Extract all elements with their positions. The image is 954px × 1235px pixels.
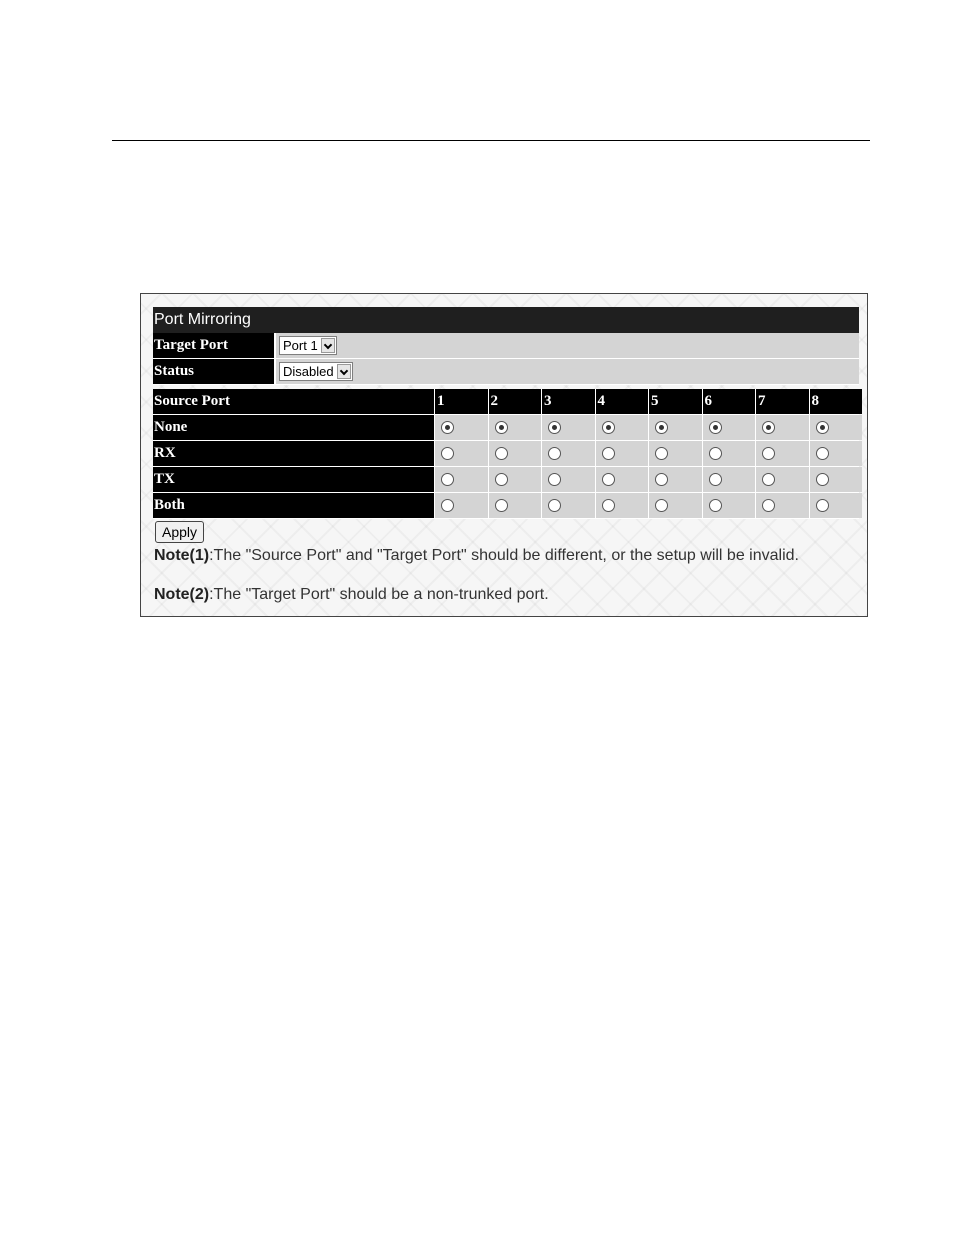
radio-none-port-5[interactable] [655,421,668,434]
radio-cell [541,441,595,466]
status-row [153,359,859,385]
chevron-down-icon[interactable] [337,364,351,379]
radio-cell [595,441,649,466]
radio-cell [434,415,488,440]
radio-cell [809,415,863,440]
note-2 [154,586,549,604]
target-port-select[interactable] [279,336,337,355]
radio-both-port-4[interactable] [602,499,615,512]
radio-cell [541,467,595,492]
radio-cell [648,415,702,440]
radio-none-port-6[interactable] [709,421,722,434]
mode-row-none [153,415,859,441]
port-header: 1 [434,389,488,414]
target-port-cell [274,333,859,358]
port-mirroring-form [153,307,859,603]
radio-cell [648,493,702,518]
mode-row-tx [153,467,859,493]
radio-none-port-1[interactable] [441,421,454,434]
port-header: 5 [648,389,702,414]
radio-cell [648,441,702,466]
radio-cell [434,467,488,492]
radio-rx-port-3[interactable] [548,447,561,460]
mode-row-both [153,493,859,519]
port-header: 3 [541,389,595,414]
radio-tx-port-2[interactable] [495,473,508,486]
radio-cell [595,467,649,492]
chevron-down-icon[interactable] [321,338,335,353]
radio-cell [541,493,595,518]
radio-tx-port-8[interactable] [816,473,829,486]
radio-none-port-8[interactable] [816,421,829,434]
radio-cell [595,415,649,440]
radio-none-port-4[interactable] [602,421,615,434]
port-header: 2 [488,389,542,414]
radio-tx-port-1[interactable] [441,473,454,486]
note-1 [154,547,799,565]
radio-rx-port-4[interactable] [602,447,615,460]
status-value: Disabled [283,364,334,379]
radio-cell [702,493,756,518]
radio-cell [702,467,756,492]
port-header: 8 [809,389,863,414]
radio-rx-port-5[interactable] [655,447,668,460]
radio-cell [809,467,863,492]
target-port-row [153,333,859,359]
radio-rx-port-2[interactable] [495,447,508,460]
radio-cell [755,415,809,440]
note-2-prefix: Note(2) [154,586,210,603]
status-select[interactable] [279,362,353,381]
radio-both-port-5[interactable] [655,499,668,512]
radio-cell [488,493,542,518]
radio-tx-port-3[interactable] [548,473,561,486]
radio-cell [809,441,863,466]
radio-both-port-3[interactable] [548,499,561,512]
radio-cell [488,467,542,492]
note-2-text: :The "Target Port" should be a non-trunked port. [209,586,549,603]
radio-rx-port-8[interactable] [816,447,829,460]
port-header: 7 [755,389,809,414]
target-port-label: Target Port [153,333,274,358]
port-header: 6 [702,389,756,414]
radio-cell [702,415,756,440]
radio-cell [434,493,488,518]
port-header: 4 [595,389,649,414]
radio-tx-port-6[interactable] [709,473,722,486]
mode-label: TX [153,467,434,492]
radio-cell [434,441,488,466]
note-1-prefix: Note(1) [154,547,210,564]
port-mirroring-panel [140,293,868,617]
radio-cell [755,493,809,518]
radio-rx-port-6[interactable] [709,447,722,460]
radio-both-port-6[interactable] [709,499,722,512]
radio-tx-port-5[interactable] [655,473,668,486]
source-port-label: Source Port [153,389,434,414]
radio-rx-port-1[interactable] [441,447,454,460]
mode-label: Both [153,493,434,518]
radio-none-port-7[interactable] [762,421,775,434]
radio-cell [488,441,542,466]
radio-cell [809,493,863,518]
panel-title: Port Mirroring [153,307,859,333]
target-port-value: Port 1 [283,338,318,353]
source-port-header-row [153,389,859,415]
radio-both-port-8[interactable] [816,499,829,512]
radio-both-port-2[interactable] [495,499,508,512]
radio-tx-port-4[interactable] [602,473,615,486]
mode-row-rx [153,441,859,467]
radio-none-port-3[interactable] [548,421,561,434]
radio-cell [702,441,756,466]
radio-both-port-1[interactable] [441,499,454,512]
radio-both-port-7[interactable] [762,499,775,512]
radio-cell [755,467,809,492]
radio-rx-port-7[interactable] [762,447,775,460]
radio-cell [595,493,649,518]
mode-label: RX [153,441,434,466]
radio-cell [488,415,542,440]
radio-cell [755,441,809,466]
radio-cell [648,467,702,492]
status-label: Status [153,359,274,384]
status-cell [274,359,859,384]
radio-tx-port-7[interactable] [762,473,775,486]
page-divider [112,140,870,141]
radio-none-port-2[interactable] [495,421,508,434]
mode-label: None [153,415,434,440]
apply-button[interactable]: Apply [155,521,204,543]
note-1-text: :The "Source Port" and "Target Port" should be different, or the setup will be invalid. [209,547,799,564]
radio-cell [541,415,595,440]
